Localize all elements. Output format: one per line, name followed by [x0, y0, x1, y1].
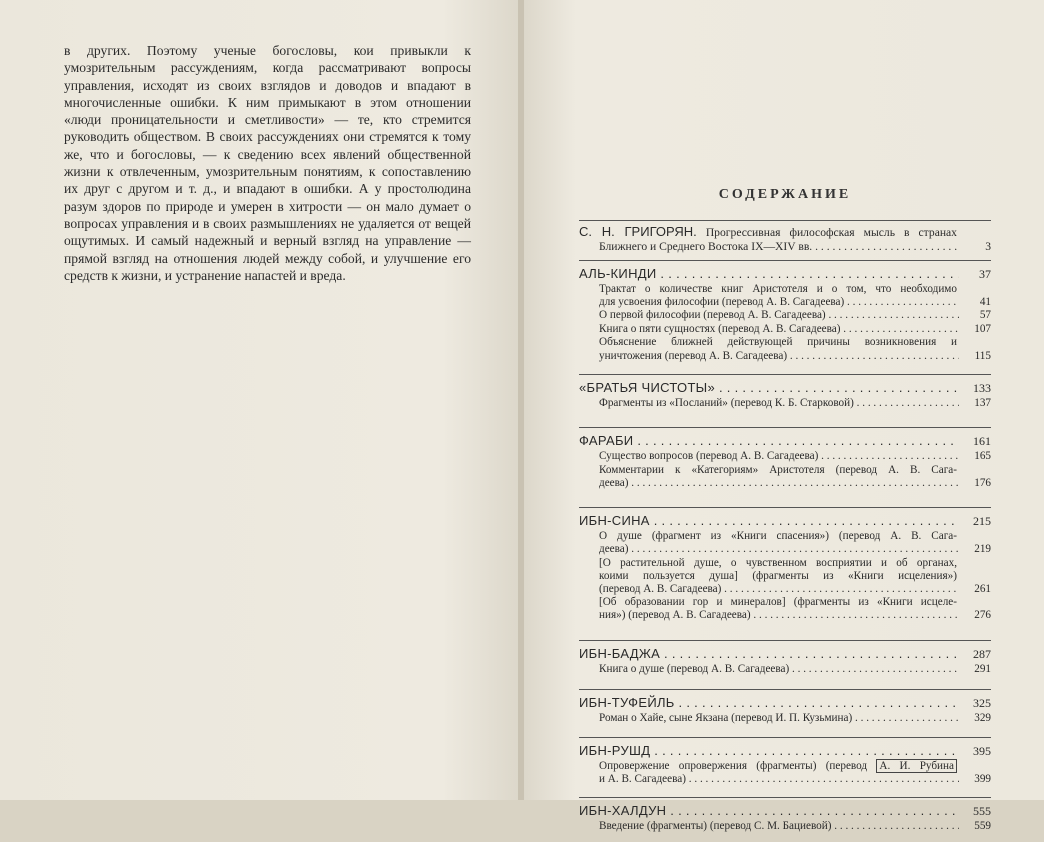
toc-page-number: 325: [973, 696, 991, 711]
toc-entry-last-line: [599, 609, 991, 622]
toc-section-heading: [579, 379, 991, 397]
toc-section: [579, 737, 991, 790]
toc-intro-line2: Ближнего и Среднего Востока IX—XIV вв. . . .: [599, 240, 959, 254]
toc-page-number: 291: [974, 662, 991, 675]
toc-entry: [579, 557, 991, 597]
toc-section: [579, 640, 991, 683]
toc-entry-line: и А. В. Сагадеева) . . .: [599, 773, 959, 786]
toc-rule: [579, 689, 991, 690]
toc-rule: [579, 220, 991, 221]
toc-entry-line: Трактат о количестве книг Аристотеля и о том, что необходимо: [599, 283, 957, 295]
toc-section-heading: [579, 265, 991, 283]
left-page: [0, 0, 520, 800]
toc-entry-title: Фрагменты из «Посланий» (перевод К. Б. Старковой) . . .: [599, 397, 959, 411]
toc-page-number: 107: [974, 322, 991, 335]
toc-heading: СОДЕРЖАНИЕ: [718, 187, 852, 202]
toc-entry-title: Книга о пяти сущностях (перевод А. В. Сагадеева) . . .: [599, 323, 959, 337]
toc-page-number: 219: [974, 543, 991, 556]
toc-page-number: 165: [974, 450, 991, 463]
toc-section-title: ИБН-БАДЖА . . .: [579, 645, 959, 662]
toc-entry: [579, 450, 991, 464]
toc-page-number: 276: [974, 609, 991, 622]
toc-page-number: 115: [974, 349, 991, 362]
toc-page-number: 559: [974, 820, 991, 833]
left-page-paragraph: в других. Поэтому ученые богословы, кои привыкли к умозрительным рассуждениям, когда рассматривают вопросы управления, исходят из своих взглядов и доводов и впадают в многочисленные ошибки. К ним примыкают в этом отношении «люди проницательности и сметливости» — те, кто стремится руководить обществом. В своих рассуждениях они стремятся к тому же, что и богословы, — к сведению всех явлений общественной жизни к отвлеченным, умозрительным понятиям, к сопоставлению их друг с другом и т. д., и впадают в ошибки. А у простолюдина разум здоров по природе и умерен в хитрости — он мало думает о вопросах управления и в своих размышлениях не удаляется от вещей ощутимых. И самый надежный и верный взгляд на управление — прямой взгляд на отношения людей между собой, и улучшение его средств к жизни, и устранение напастей и вреда.: [64, 43, 471, 283]
toc-page-number: 287: [973, 646, 991, 661]
toc-entry-line: уничтожения (перевод А. В. Сагадеева) . . .: [599, 350, 959, 363]
toc-section: [579, 797, 991, 842]
toc-entry-line: О душе (фрагмент из «Книги спасения») (перевод А. В. Сага-: [599, 530, 957, 543]
toc-intro-entry: [579, 225, 991, 253]
toc-entry: [579, 760, 991, 786]
toc-entry-line: Объяснение ближней действующей причины возникновения и: [599, 336, 957, 349]
toc-section: [579, 374, 991, 421]
toc-section-heading: [579, 432, 991, 450]
toc-entry-line: (перевод А. В. Сагадеева) . . .: [599, 583, 959, 596]
toc-section-title: «БРАТЬЯ ЧИСТОТЫ» . . .: [579, 379, 959, 396]
toc-entry: [579, 283, 991, 309]
toc-entry-last-line: [599, 296, 991, 309]
toc-entry-line: [Об образовании гор и минералов] (фрагменты из «Книги исцеле-: [599, 596, 957, 609]
toc-section-title: ИБН-ХАЛДУН . . .: [579, 802, 959, 819]
toc-entry-title: О первой философии (перевод А. В. Сагадеева) . . .: [599, 309, 959, 323]
toc-section-title: ИБН-РУШД . . .: [579, 742, 959, 759]
toc-entry-line: для усвоения философии (перевод А. В. Сагадеева) . . .: [599, 296, 959, 309]
toc-section-heading: [579, 512, 991, 530]
toc-rule: [579, 640, 991, 641]
toc-rule: [579, 374, 991, 375]
toc-page-number: 133: [973, 380, 991, 395]
table-of-contents: [579, 213, 991, 842]
toc-sections: [579, 260, 991, 842]
toc-entry-title: Книга о душе (перевод А. В. Сагадеева) . . .: [599, 663, 959, 677]
toc-entry-boxed-name: А. И. Рубина: [876, 759, 957, 773]
toc-entry: [579, 712, 991, 726]
toc-page-number: 395: [973, 743, 991, 758]
toc-section: [579, 507, 991, 632]
toc-entry-line: деева) . . .: [599, 477, 959, 490]
toc-section: [579, 260, 991, 367]
toc-page-number: 176: [974, 477, 991, 490]
toc-rule: [579, 260, 991, 261]
toc-page-number: 555: [973, 804, 991, 819]
toc-rule: [579, 427, 991, 428]
toc-entry-line: ния») (перевод А. В. Сагадеева) . . .: [599, 609, 959, 622]
toc-entry: [579, 336, 991, 362]
left-page-text: [64, 42, 471, 284]
toc-section-title: ИБН-ТУФЕЙЛЬ . . .: [579, 694, 959, 711]
toc-section: [579, 427, 991, 500]
toc-entry-title: Существо вопросов (перевод А. В. Сагадеева) . . .: [599, 450, 959, 464]
toc-section-title: ФАРАБИ . . .: [579, 432, 959, 449]
toc-entry-title: Введение (фрагменты) (перевод С. М. Бациевой) . . .: [599, 820, 959, 834]
toc-section: [579, 689, 991, 730]
toc-entry-last-line: [599, 477, 991, 490]
toc-section-heading: [579, 802, 991, 820]
toc-section-heading: [579, 742, 991, 760]
toc-page-number: 215: [973, 514, 991, 529]
toc-entry-last-line: [599, 350, 991, 363]
toc-entry: [579, 596, 991, 622]
toc-section-title: ИБН-СИНА . . .: [579, 512, 959, 529]
toc-entry-line: Опровержение опровержения (фрагменты) (перевод А. И. Рубина: [599, 760, 991, 773]
toc-entry: [579, 464, 991, 490]
toc-intro-line1: С. Н. ГРИГОРЯН. Прогрессивная философская мысль в странах: [579, 224, 957, 239]
toc-page-number: 329: [974, 712, 991, 725]
toc-entry-last-line: [599, 543, 991, 556]
toc-entry: [579, 323, 991, 337]
toc-entry-last-line: [599, 773, 991, 786]
toc-entry-title: Роман о Хайе, сыне Якзана (перевод И. П. Кузьмина) . . .: [599, 712, 959, 726]
toc-entry-line: деева) . . .: [599, 543, 959, 556]
toc-entry: [579, 397, 991, 411]
toc-rule: [579, 737, 991, 738]
toc-page-number: 399: [974, 772, 991, 785]
toc-page-number: 41: [979, 296, 991, 309]
toc-section-heading: [579, 645, 991, 663]
toc-page-number: 57: [979, 309, 991, 322]
toc-entry: [579, 663, 991, 677]
toc-entry-line: [О растительной душе, о чувственном восприятии и об органах,: [599, 556, 957, 569]
toc-page-number: 161: [973, 434, 991, 449]
toc-entry-line: коими пользуется душа] (фрагменты из «Книги исцеления»): [599, 569, 957, 582]
toc-entry: [579, 309, 991, 323]
toc-page-number: 3: [985, 239, 991, 253]
toc-page-number: 37: [979, 267, 991, 281]
toc-page-number: 137: [974, 396, 991, 409]
toc-section-title: АЛЬ-КИНДИ . . .: [579, 265, 959, 282]
toc-section-heading: [579, 694, 991, 712]
toc-rule: [579, 507, 991, 508]
toc-page-number: 261: [974, 583, 991, 596]
toc-entry-last-line: [599, 583, 991, 596]
toc-rule: [579, 797, 991, 798]
toc-entry: [579, 820, 991, 834]
toc-intro-author: С. Н. ГРИГОРЯН.: [579, 224, 697, 239]
toc-entry-line: Комментарии к «Категориям» Аристотеля (перевод А. В. Сага-: [599, 463, 957, 476]
toc-entry: [579, 530, 991, 556]
